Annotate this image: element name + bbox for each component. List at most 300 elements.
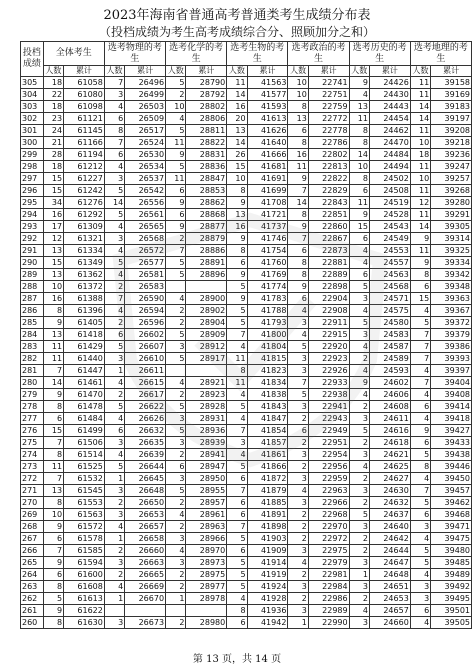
cell-politics-cumulative: 22741: [308, 77, 349, 89]
cell-history-cumulative: 24426: [369, 77, 410, 89]
cell-geography-count: 3: [410, 581, 430, 593]
cell-politics-count: 9: [288, 221, 308, 233]
cell-politics-cumulative: 22786: [308, 137, 349, 149]
cell-physics-cumulative: 26665: [125, 569, 166, 581]
cell-politics-cumulative: 22941: [308, 401, 349, 413]
cell-score: 304: [21, 89, 44, 101]
cell-all-cumulative: 61292: [64, 209, 105, 221]
cell-chemistry-cumulative: 28896: [186, 269, 227, 281]
cell-physics-cumulative: 26645: [125, 473, 166, 485]
cell-geography-count: 6: [410, 281, 430, 293]
cell-score: 267: [21, 533, 44, 545]
cell-all-cumulative: 61098: [64, 101, 105, 113]
cell-biology-cumulative: 41737: [247, 221, 288, 233]
cell-physics-cumulative: 26622: [125, 401, 166, 413]
cell-politics-count: 11: [288, 161, 308, 173]
cell-score: 276: [21, 425, 44, 437]
cell-history-count: 9: [349, 377, 369, 389]
cell-physics-count: 5: [104, 257, 124, 269]
cell-politics-cumulative: 22904: [308, 293, 349, 305]
cell-physics-cumulative: 26615: [125, 377, 166, 389]
cell-physics-cumulative: 26626: [125, 413, 166, 425]
cell-physics-cumulative: 26561: [125, 209, 166, 221]
cell-history-count: 3: [349, 617, 369, 629]
cell-history-count: 5: [349, 281, 369, 293]
score-distribution-table: [20, 41, 472, 629]
cell-history-cumulative: 24553: [369, 245, 410, 257]
cell-chemistry-count: 2: [166, 569, 186, 581]
cell-biology-cumulative: 41699: [247, 185, 288, 197]
cell-all-count: 12: [43, 233, 63, 245]
cell-physics-cumulative: 26542: [125, 185, 166, 197]
cell-all-count: 10: [43, 509, 63, 521]
cell-score: 269: [21, 509, 44, 521]
cell-geography-cumulative: 39462: [431, 497, 472, 509]
cell-all-cumulative: 61145: [64, 125, 105, 137]
table-row: [21, 149, 472, 161]
cell-physics-cumulative: 26524: [125, 137, 166, 149]
cell-history-cumulative: 24642: [369, 533, 410, 545]
cell-politics-cumulative: 22975: [308, 545, 349, 557]
cell-biology-cumulative: 41872: [247, 473, 288, 485]
cell-politics-count: 10: [288, 89, 308, 101]
cell-score: 283: [21, 341, 44, 353]
cell-chemistry-cumulative: 28891: [186, 257, 227, 269]
table-body: [21, 77, 472, 629]
cell-politics-count: 2: [288, 593, 308, 605]
cell-history-cumulative: 24647: [369, 557, 410, 569]
cell-physics-count: 6: [104, 329, 124, 341]
cell-geography-count: 5: [410, 497, 430, 509]
cell-politics-count: 6: [288, 125, 308, 137]
cell-geography-cumulative: 39501: [431, 605, 472, 617]
cell-history-cumulative: 24580: [369, 317, 410, 329]
cell-all-count: 8: [43, 449, 63, 461]
cell-politics-count: 3: [288, 581, 308, 593]
cell-biology-count: 15: [227, 161, 247, 173]
cell-chemistry-count: 5: [166, 353, 186, 365]
cell-biology-cumulative: 41903: [247, 533, 288, 545]
cell-geography-count: 4: [410, 305, 430, 317]
cell-biology-count: 16: [227, 221, 247, 233]
cell-score: 301: [21, 125, 44, 137]
cell-all-count: 11: [43, 341, 63, 353]
cell-chemistry-cumulative: 28792: [186, 89, 227, 101]
cell-biology-cumulative: 41885: [247, 497, 288, 509]
cell-history-cumulative: 24653: [369, 593, 410, 605]
cell-geography-count: 11: [410, 77, 430, 89]
cell-geography-count: 7: [410, 485, 430, 497]
cell-all-count: 9: [43, 605, 63, 617]
cell-biology-cumulative: 41914: [247, 557, 288, 569]
cell-all-count: 14: [43, 377, 63, 389]
cell-history-cumulative: 24549: [369, 233, 410, 245]
cell-biology-count: 6: [227, 509, 247, 521]
cell-physics-cumulative: 26503: [125, 101, 166, 113]
cell-politics-count: 8: [288, 209, 308, 221]
cell-chemistry-cumulative: 28868: [186, 209, 227, 221]
cell-all-count: 7: [43, 545, 63, 557]
cell-history-count: 5: [349, 509, 369, 521]
cell-chemistry-count: 2: [166, 449, 186, 461]
table-row: [21, 545, 472, 557]
cell-politics-count: 7: [288, 377, 308, 389]
cell-geography-cumulative: 39197: [431, 113, 472, 125]
cell-biology-count: 4: [227, 593, 247, 605]
cell-geography-count: 4: [410, 617, 430, 629]
cell-physics-count: 1: [104, 473, 124, 485]
cell-score: 297: [21, 173, 44, 185]
cell-history-count: 2: [349, 437, 369, 449]
cell-biology-count: 5: [227, 569, 247, 581]
cell-chemistry-cumulative: 28912: [186, 341, 227, 353]
cell-politics-cumulative: 22881: [308, 257, 349, 269]
cell-all-cumulative: 61429: [64, 341, 105, 353]
cell-physics-cumulative: 26658: [125, 533, 166, 545]
cell-geography-count: 8: [410, 461, 430, 473]
cell-all-count: 8: [43, 497, 63, 509]
cell-chemistry-cumulative: 28963: [186, 521, 227, 533]
cell-geography-count: 10: [410, 173, 430, 185]
cumulative-header: 累计: [431, 66, 472, 77]
table-row: [21, 173, 472, 185]
cell-chemistry-count: 2: [166, 305, 186, 317]
cell-score: 278: [21, 401, 44, 413]
cell-score: 262: [21, 593, 44, 605]
cell-history-cumulative: 24470: [369, 137, 410, 149]
cumulative-header: 累计: [186, 66, 227, 77]
table-row: [21, 533, 472, 545]
cell-biology-count: 8: [227, 365, 247, 377]
cell-biology-count: 5: [227, 305, 247, 317]
cell-all-count: 7: [43, 473, 63, 485]
cell-history-count: 6: [349, 185, 369, 197]
table-row: [21, 101, 472, 113]
cell-history-cumulative: 24430: [369, 89, 410, 101]
cell-geography-cumulative: 39446: [431, 461, 472, 473]
cell-politics-cumulative: 22920: [308, 341, 349, 353]
cell-geography-count: 4: [410, 533, 430, 545]
cell-chemistry-cumulative: 28970: [186, 545, 227, 557]
cell-physics-count: 4: [104, 269, 124, 281]
cell-chemistry-cumulative: 28928: [186, 401, 227, 413]
cell-chemistry-count: 4: [166, 545, 186, 557]
cell-politics-cumulative: 22966: [308, 497, 349, 509]
cell-history-cumulative: 24568: [369, 281, 410, 293]
cell-history-cumulative: 24563: [369, 269, 410, 281]
cell-geography-cumulative: 39183: [431, 101, 472, 113]
cell-all-cumulative: 61594: [64, 557, 105, 569]
cell-politics-cumulative: 22990: [308, 617, 349, 629]
cell-geography-cumulative: 39418: [431, 413, 472, 425]
cell-politics-cumulative: 22908: [308, 305, 349, 317]
cell-biology-count: 11: [227, 377, 247, 389]
cell-chemistry-cumulative: 28975: [186, 569, 227, 581]
cell-biology-count: 26: [227, 149, 247, 161]
cell-geography-count: 11: [410, 209, 430, 221]
cell-history-cumulative: 24508: [369, 185, 410, 197]
page-footer: 第 13 页，共 14 页: [192, 654, 282, 665]
cell-biology-cumulative: 41800: [247, 329, 288, 341]
cell-physics-count: 3: [104, 353, 124, 365]
table-row: [21, 605, 472, 617]
cell-history-cumulative: 24462: [369, 125, 410, 137]
cell-geography-cumulative: 39342: [431, 269, 472, 281]
cell-biology-count: 8: [227, 185, 247, 197]
cell-chemistry-count: 2: [166, 389, 186, 401]
cell-biology-cumulative: 41708: [247, 197, 288, 209]
cell-geography-cumulative: 39208: [431, 125, 472, 137]
cell-history-cumulative: 24616: [369, 425, 410, 437]
count-header: 人数: [227, 66, 247, 77]
cell-all-cumulative: 61121: [64, 113, 105, 125]
cell-politics-cumulative: 22772: [308, 113, 349, 125]
cell-physics-cumulative: 26670: [125, 593, 166, 605]
cell-chemistry-cumulative: 28790: [186, 77, 227, 89]
cell-geography-cumulative: 39492: [431, 581, 472, 593]
cell-all-count: 28: [43, 149, 63, 161]
count-header: 人数: [349, 66, 369, 77]
cell-all-cumulative: 61166: [64, 137, 105, 149]
cell-all-cumulative: 61563: [64, 509, 105, 521]
cell-history-cumulative: 24608: [369, 401, 410, 413]
cell-geography-cumulative: 39397: [431, 365, 472, 377]
cell-all-count: 13: [43, 245, 63, 257]
cell-history-cumulative: 24602: [369, 377, 410, 389]
cell-physics-cumulative: 26639: [125, 449, 166, 461]
cell-chemistry-count: 3: [166, 413, 186, 425]
cell-physics-cumulative: [125, 605, 166, 617]
table-row: [21, 593, 472, 605]
cell-all-count: 9: [43, 389, 63, 401]
table-row: [21, 341, 472, 353]
cell-history-cumulative: 24644: [369, 545, 410, 557]
table-row: [21, 257, 472, 269]
cell-all-cumulative: 61499: [64, 425, 105, 437]
cell-score: 298: [21, 161, 44, 173]
cell-physics-cumulative: 26496: [125, 77, 166, 89]
cell-all-count: 8: [43, 581, 63, 593]
cell-politics-count: 8: [288, 101, 308, 113]
cell-chemistry-cumulative: 28836: [186, 161, 227, 173]
cell-physics-count: 3: [104, 509, 124, 521]
cell-chemistry-count: 2: [166, 89, 186, 101]
cell-physics-count: 3: [104, 437, 124, 449]
cell-physics-count: 2: [104, 497, 124, 509]
cell-chemistry-cumulative: 28877: [186, 221, 227, 233]
cell-score: 295: [21, 197, 44, 209]
cell-physics-count: 1: [104, 533, 124, 545]
cell-chemistry-count: 11: [166, 137, 186, 149]
cell-all-count: 8: [43, 401, 63, 413]
cell-physics-count: 4: [104, 221, 124, 233]
cell-politics-count: 2: [288, 413, 308, 425]
cell-politics-cumulative: 22867: [308, 233, 349, 245]
cell-geography-count: 5: [410, 557, 430, 569]
cell-history-cumulative: 24640: [369, 521, 410, 533]
cell-politics-count: 5: [288, 389, 308, 401]
cell-physics-count: 7: [104, 293, 124, 305]
cell-geography-count: 11: [410, 125, 430, 137]
cell-history-count: 4: [349, 461, 369, 473]
cell-history-cumulative: 24606: [369, 389, 410, 401]
cell-chemistry-cumulative: 28923: [186, 389, 227, 401]
cell-politics-count: 9: [288, 281, 308, 293]
cell-physics-count: 4: [104, 449, 124, 461]
cell-history-cumulative: 24618: [369, 437, 410, 449]
cell-politics-count: 8: [288, 257, 308, 269]
cell-physics-count: 4: [104, 101, 124, 113]
cell-geography-count: 11: [410, 161, 430, 173]
cell-politics-cumulative: 22943: [308, 413, 349, 425]
cell-chemistry-count: 5: [166, 329, 186, 341]
cell-biology-count: 6: [227, 257, 247, 269]
cell-biology-count: 5: [227, 533, 247, 545]
cell-physics-cumulative: 26660: [125, 545, 166, 557]
cell-score: 268: [21, 521, 44, 533]
cell-physics-count: 3: [104, 617, 124, 629]
cell-physics-count: 6: [104, 149, 124, 161]
cell-history-count: 15: [349, 221, 369, 233]
cell-biology-count: 5: [227, 401, 247, 413]
cell-physics-count: 7: [104, 77, 124, 89]
table-row: [21, 509, 472, 521]
cell-history-count: 2: [349, 353, 369, 365]
cell-history-count: 3: [349, 557, 369, 569]
cell-biology-count: 5: [227, 581, 247, 593]
cell-physics-count: 3: [104, 89, 124, 101]
cell-geography-count: 3: [410, 521, 430, 533]
cell-politics-count: 2: [288, 509, 308, 521]
cell-geography-count: 4: [410, 413, 430, 425]
cell-history-cumulative: 24502: [369, 173, 410, 185]
cell-chemistry-cumulative: 28966: [186, 533, 227, 545]
cell-physics-count: 3: [104, 557, 124, 569]
cell-biology-count: 10: [227, 173, 247, 185]
cell-history-count: 4: [349, 389, 369, 401]
cell-physics-count: 3: [104, 485, 124, 497]
cell-biology-count: 7: [227, 521, 247, 533]
cell-biology-cumulative: 41823: [247, 365, 288, 377]
cell-score: 294: [21, 209, 44, 221]
cell-physics-cumulative: 26534: [125, 161, 166, 173]
cell-geography-count: 9: [410, 233, 430, 245]
cell-politics-cumulative: 22898: [308, 281, 349, 293]
group-header-all: 全体考生: [43, 42, 104, 66]
cell-politics-cumulative: 22933: [308, 377, 349, 389]
cell-physics-cumulative: 26594: [125, 305, 166, 317]
table-row: [21, 437, 472, 449]
cell-chemistry-cumulative: [186, 365, 227, 377]
cell-geography-count: 12: [410, 197, 430, 209]
table-row: [21, 137, 472, 149]
cell-all-count: 8: [43, 617, 63, 629]
cell-history-cumulative: 24528: [369, 209, 410, 221]
cell-biology-count: 6: [227, 497, 247, 509]
cell-biology-cumulative: 41898: [247, 521, 288, 533]
cell-geography-cumulative: 39268: [431, 185, 472, 197]
cell-physics-count: 4: [104, 161, 124, 173]
cell-politics-count: 3: [288, 473, 308, 485]
cell-history-count: 9: [349, 209, 369, 221]
cell-physics-cumulative: 26590: [125, 293, 166, 305]
cell-all-count: 11: [43, 353, 63, 365]
cell-history-cumulative: 24648: [369, 569, 410, 581]
cell-history-count: 4: [349, 605, 369, 617]
cell-geography-cumulative: 39457: [431, 485, 472, 497]
table-row: [21, 245, 472, 257]
cell-chemistry-count: 4: [166, 113, 186, 125]
cumulative-header: 累计: [308, 66, 349, 77]
cell-score: 288: [21, 281, 44, 293]
cell-history-cumulative: 24621: [369, 449, 410, 461]
cell-chemistry-cumulative: 28941: [186, 449, 227, 461]
cell-biology-count: 8: [227, 245, 247, 257]
cell-geography-cumulative: 39468: [431, 509, 472, 521]
cell-all-count: 22: [43, 89, 63, 101]
cell-biology-cumulative: 41593: [247, 101, 288, 113]
cell-physics-count: 14: [104, 197, 124, 209]
cell-geography-count: 11: [410, 245, 430, 257]
count-header: 人数: [166, 66, 186, 77]
cell-score: 273: [21, 461, 44, 473]
cell-score: 263: [21, 581, 44, 593]
cell-politics-count: 4: [288, 329, 308, 341]
cell-politics-cumulative: 22979: [308, 557, 349, 569]
cell-score: 302: [21, 113, 44, 125]
cell-chemistry-cumulative: 28980: [186, 617, 227, 629]
cell-geography-count: 6: [410, 437, 430, 449]
cell-geography-cumulative: 39291: [431, 209, 472, 221]
cell-politics-cumulative: 22915: [308, 329, 349, 341]
count-header: 人数: [104, 66, 124, 77]
cell-all-cumulative: 61396: [64, 305, 105, 317]
cell-all-cumulative: 61478: [64, 401, 105, 413]
cell-biology-count: 4: [227, 389, 247, 401]
cell-politics-cumulative: 22954: [308, 449, 349, 461]
table-row: [21, 521, 472, 533]
cell-physics-cumulative: 26653: [125, 509, 166, 521]
table-row: [21, 317, 472, 329]
cell-politics-count: 3: [288, 449, 308, 461]
cell-politics-cumulative: 22949: [308, 425, 349, 437]
table-row: [21, 497, 472, 509]
cell-chemistry-cumulative: 28917: [186, 353, 227, 365]
cell-history-count: 3: [349, 581, 369, 593]
group-header-politics: 选考政治的考生: [288, 42, 349, 66]
cell-chemistry-count: 7: [166, 245, 186, 257]
cell-geography-count: 7: [410, 353, 430, 365]
cell-biology-cumulative: 41613: [247, 113, 288, 125]
cell-biology-count: 6: [227, 617, 247, 629]
cell-all-count: 15: [43, 173, 63, 185]
cell-politics-cumulative: 22968: [308, 509, 349, 521]
cell-geography-cumulative: 39236: [431, 149, 472, 161]
cell-geography-count: 11: [410, 185, 430, 197]
cell-geography-count: 14: [410, 101, 430, 113]
cell-politics-cumulative: 22926: [308, 365, 349, 377]
cell-biology-count: 6: [227, 473, 247, 485]
cell-politics-cumulative: 22759: [308, 101, 349, 113]
cell-biology-count: 7: [227, 329, 247, 341]
table-row: [21, 161, 472, 173]
cell-physics-cumulative: 26572: [125, 245, 166, 257]
count-header: 人数: [43, 66, 63, 77]
cell-biology-cumulative: 41866: [247, 461, 288, 473]
cell-geography-cumulative: 39305: [431, 221, 472, 233]
cell-physics-count: 4: [104, 413, 124, 425]
cell-biology-cumulative: 41760: [247, 257, 288, 269]
